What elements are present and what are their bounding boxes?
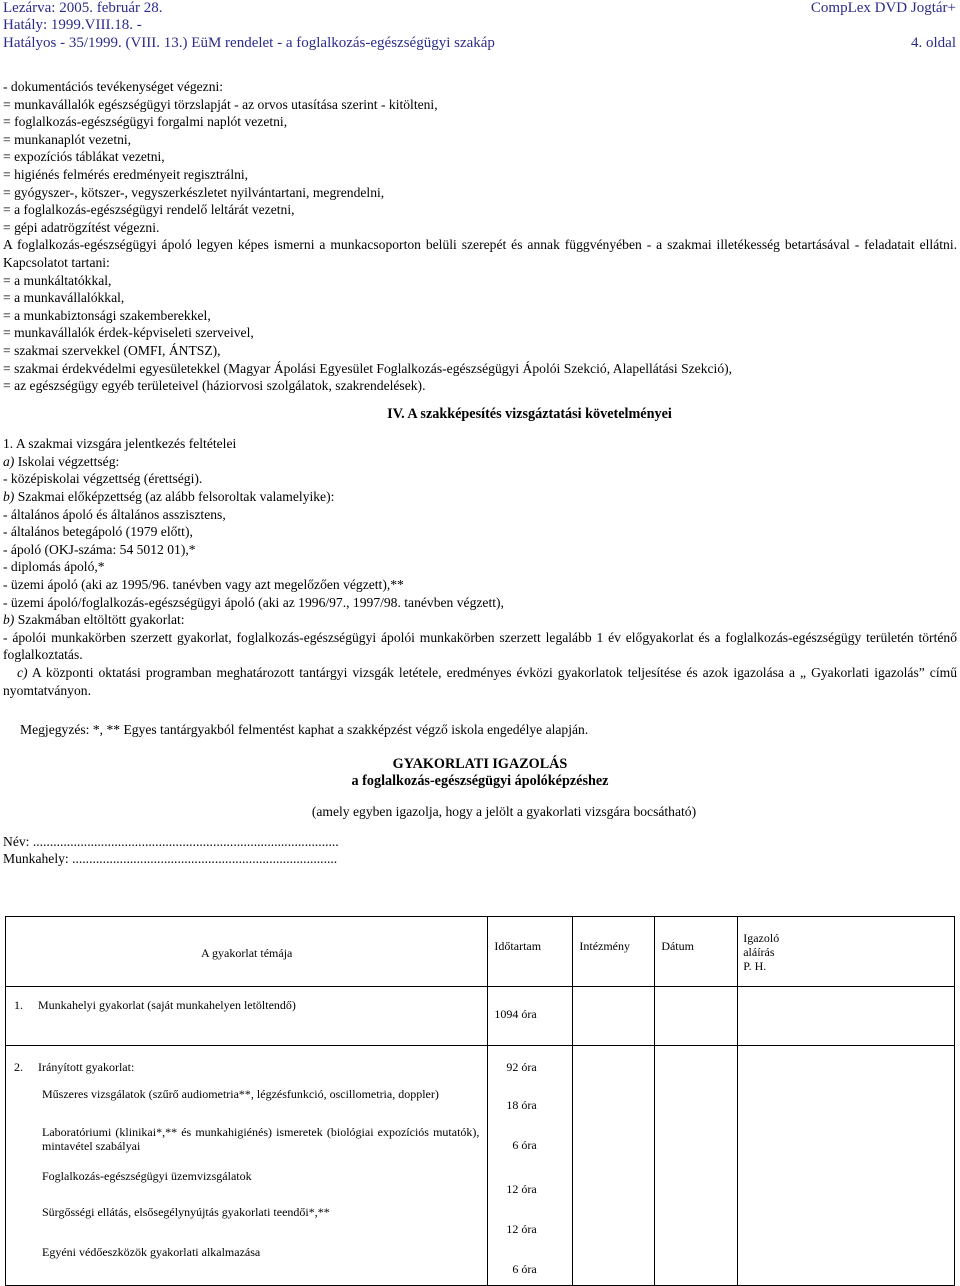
certificate-subtitle-bold: a foglalkozás-egészségügyi ápolóképzéshez — [351, 773, 609, 790]
sub-item-topic: Laboratóriumi (klinikai*,** és munkahigiénés) ismeretek (biológiai expozíciós mutatók), mintavétel szabályai — [42, 1125, 480, 1153]
requirement-b-item: - üzemi ápoló (aki az 1995/96. tanévben vagy azt megelőzően végzett),** — [3, 577, 404, 593]
task-item: = expozíciós táblákat vezetni, — [3, 149, 165, 165]
task-item: = higiénés felmérés eredményeit regisztrálni, — [3, 166, 249, 182]
contact-item: = szakmai szervekkel (OMFI, ÁNTSZ), — [3, 342, 221, 358]
table-row — [6, 1046, 955, 1286]
row1-date — [655, 987, 738, 1046]
row2-date — [655, 1046, 738, 1286]
requirement-b2-item: - ápolói munkakörben szerzett gyakorlat, foglalkozás-egészségügyi ápolói munkakörben szerzett legalább 1 év előgyakorlat és a foglalkozás-egészségügy területén történő foglalkoztatás. — [3, 629, 957, 663]
row2-heading — [14, 1060, 479, 1074]
row1-topic-cell — [6, 987, 488, 1046]
label-c: c) — [17, 665, 28, 680]
row2-topic: Irányított gyakorlat: — [38, 1060, 135, 1074]
row2-institution — [573, 1046, 655, 1286]
table-row — [6, 987, 955, 1046]
sub-item-duration: 6 óra — [512, 1262, 537, 1276]
requirement-heading: 1. A szakmai vizsgára jelentkezés feltételei — [3, 436, 237, 452]
requirement-c — [3, 664, 957, 699]
header-validity: Hatály: 1999.VIII.18. - — [3, 17, 142, 33]
label-a-text: Iskolai végzettség: — [14, 453, 120, 469]
row2-duration: 92 óra — [506, 1060, 537, 1074]
tasks-intro: - dokumentációs tevékenységet végezni: — [3, 79, 224, 94]
row2-number: 2. — [14, 1060, 23, 1074]
sub-item-topic: Foglalkozás-egészségügyi üzemvizsgálatok — [42, 1169, 252, 1183]
header-document-title: Hatályos - 35/1999. (VIII. 13.) EüM rendelet - a foglalkozás-egészségügyi szakáp — [3, 35, 495, 51]
contacts-paragraph: A foglalkozás-egészségügyi ápoló legyen képes ismerni a munkacsoporton belüli szerepét és annak függvényében - a szakmai illetékesség betartásával - feladatait ellátni. Kapcsolatot tartani: — [3, 237, 957, 270]
row1-signature — [738, 987, 955, 1046]
sub-item-duration: 12 óra — [506, 1222, 537, 1236]
row1-number: 1. — [14, 998, 23, 1012]
header-closed-date: Lezárva: 2005. február 28. — [3, 0, 163, 16]
requirement-b-item: - diplomás ápoló,* — [3, 559, 105, 575]
requirement-a — [3, 453, 957, 471]
table-header-row — [6, 917, 955, 987]
contact-item: = a munkabiztonsági szakemberekkel, — [3, 307, 211, 323]
label-a: a) — [3, 453, 15, 469]
sub-item-topic: Egyéni védőeszközök gyakorlati alkalmazása — [42, 1245, 261, 1259]
task-item: = gyógyszer-, kötszer-, vegyszerkészletet nyilvántartani, megrendelni, — [3, 184, 385, 200]
label-b2: b) — [3, 612, 15, 628]
note: Megjegyzés: *, ** Egyes tantárgyakból felmentést kaphat a szakképzést végző iskola engedélye alapján. — [20, 722, 589, 738]
requirement-b — [3, 488, 957, 506]
workplace-field: Munkahely: .............................................................................. — [3, 851, 338, 867]
requirement-b2 — [3, 611, 957, 629]
label-b: b) — [3, 489, 15, 505]
requirement-b-item: - üzemi ápoló/foglalkozás-egészségügyi ápoló (aki az 1996/97., 1997/98. tanévben végzett), — [3, 594, 504, 610]
row1-institution — [573, 987, 655, 1046]
document-body — [3, 78, 957, 868]
requirement-b-item: - általános betegápoló (1979 előtt), — [3, 524, 193, 540]
practice-table — [5, 916, 955, 1286]
name-field: Név: .......................................................................................... — [3, 833, 339, 849]
sub-item-duration: 12 óra — [506, 1182, 537, 1196]
sub-item-duration: 6 óra — [512, 1138, 537, 1152]
label-c-text: A központi oktatási programban meghatározott tantárgyi vizsgák letétele, eredményes évközi gyakorlatok teljesítése és azok igazolása a „ Gyakorlati igazolás” című nyomtatványon. — [3, 665, 957, 698]
label-b2-text: Szakmában eltöltött gyakorlat: — [14, 612, 185, 628]
section-title: IV. A szakképesítés vizsgáztatási követelményei — [387, 405, 672, 422]
certificate-title: GYAKORLATI IGAZOLÁS — [392, 755, 568, 772]
sub-item-topic: Sürgősségi ellátás, elsősegélynyújtás gyakorlati teendői*,** — [42, 1205, 330, 1219]
task-item: = foglalkozás-egészségügyi forgalmi naplót vezetni, — [3, 114, 288, 130]
header-institution: Intézmény — [573, 917, 655, 987]
contact-item: = szakmai érdekvédelmi egyesületekkel (Magyar Ápolási Egyesület Foglalkozás-egészségügyi Ápolói Szekció, Alapellátási Szekció), — [3, 360, 733, 376]
contact-item: = az egészségügy egyéb területeivel (háziorvosi szolgálatok, szakrendelések). — [3, 378, 426, 394]
task-item: = a foglalkozás-egészségügyi rendelő leltárát vezetni, — [3, 202, 295, 218]
sub-item-duration: 18 óra — [506, 1098, 537, 1112]
certificate-subtitle: (amely egyben igazolja, hogy a jelölt a gyakorlati vizsgára bocsátható) — [311, 803, 697, 819]
sub-item-topic: Műszeres vizsgálatok (szűrő audiometria**, légzésfunkció, oscillometria, doppler) — [42, 1087, 439, 1101]
requirement-b-item: - általános ápoló és általános asszisztens, — [3, 506, 226, 522]
header-topic: A gyakorlat témája — [6, 917, 488, 987]
header-page-number: 4. oldal — [911, 35, 956, 51]
contact-item: = a munkáltatókkal, — [3, 272, 112, 288]
row2-duration-cell — [488, 1046, 573, 1286]
row2-signature — [738, 1046, 955, 1286]
label-b-text: Szakmai előképzettség (az alább felsoroltak valamelyike): — [14, 489, 335, 505]
row2-topic-cell — [6, 1046, 488, 1286]
header-duration: Időtartam — [488, 917, 573, 987]
contact-item: = munkavállalók érdek-képviseleti szerveivel, — [3, 325, 254, 341]
task-item: = munkavállalók egészségügyi törzslapját - az orvos utasítása szerint - kitölteni, — [3, 96, 438, 112]
header-signature — [738, 917, 955, 987]
row1-duration: 1094 óra — [488, 987, 573, 1046]
task-item: = gépi adatrögzítést végezni. — [3, 219, 160, 235]
requirement-b-item: - ápoló (OKJ-száma: 54 5012 01),* — [3, 541, 196, 557]
header-signature-text: Igazoló aláírás P. H. — [743, 930, 780, 973]
header-date: Dátum — [655, 917, 738, 987]
row1-topic: Munkahelyi gyakorlat (saját munkahelyen letöltendő) — [38, 998, 296, 1012]
contact-item: = a munkavállalókkal, — [3, 290, 125, 306]
header-product-name: CompLex DVD Jogtár+ — [810, 0, 956, 16]
requirement-a-item: - középiskolai végzettség (érettségi). — [3, 471, 203, 487]
task-item: = munkanaplót vezetni, — [3, 131, 132, 147]
